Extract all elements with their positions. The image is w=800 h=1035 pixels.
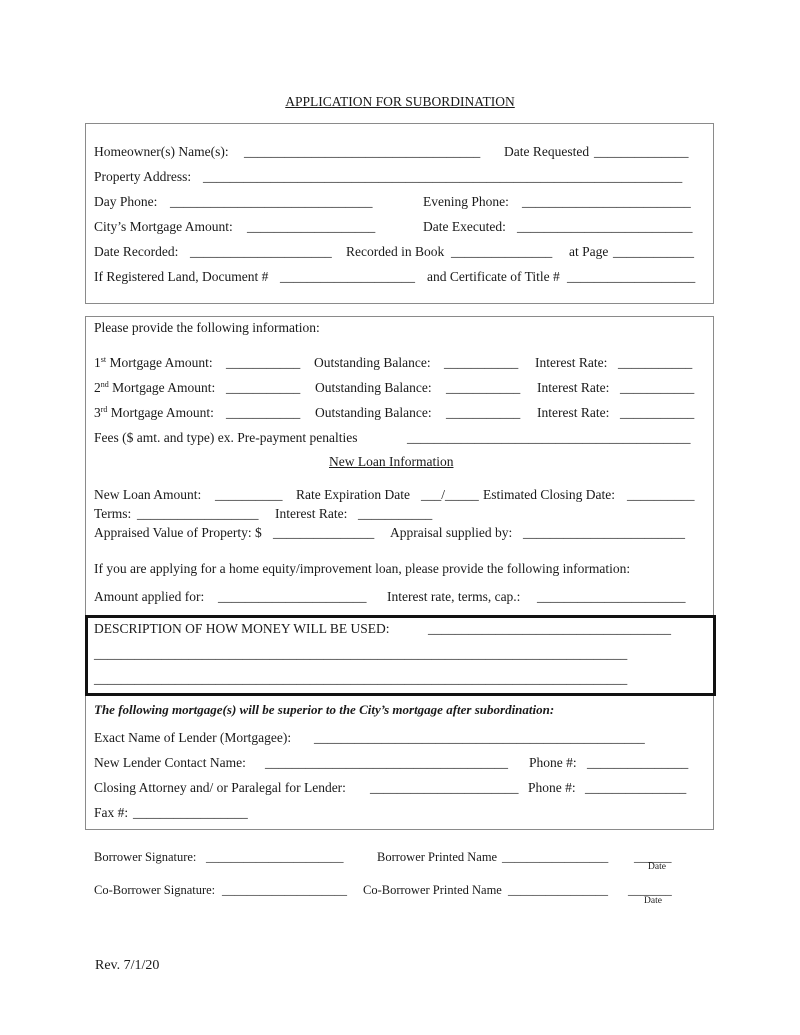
revision-note: Rev. 7/1/20 bbox=[95, 958, 160, 973]
amount-applied-field[interactable]: ______________________ bbox=[218, 589, 367, 604]
description-label: DESCRIPTION OF HOW MONEY WILL BE USED: bbox=[94, 621, 390, 636]
description-field-2[interactable]: _______________________________________________________________________________ bbox=[94, 646, 628, 661]
lender-name-label: Exact Name of Lender (Mortgagee): bbox=[94, 730, 292, 745]
mortgage-1-balance-label: Outstanding Balance: bbox=[314, 355, 431, 370]
appraised-value-field[interactable]: _______________ bbox=[273, 525, 375, 540]
mortgage-2-amount-field[interactable]: ___________ bbox=[226, 380, 301, 395]
coborrower-printed-label: Co-Borrower Printed Name bbox=[363, 883, 502, 897]
terms-label: Terms: bbox=[94, 506, 132, 521]
new-loan-heading: New Loan Information bbox=[329, 454, 454, 469]
fax-field[interactable]: _________________ bbox=[133, 805, 248, 820]
new-loan-amount-label: New Loan Amount: bbox=[94, 487, 202, 502]
attorney-label: Closing Attorney and/ or Paralegal for Lender: bbox=[94, 780, 346, 795]
certificate-label: and Certificate of Title # bbox=[427, 269, 560, 284]
date-executed-field[interactable]: __________________________ bbox=[517, 219, 693, 234]
borrower-date-label: Date bbox=[648, 862, 666, 872]
coborrower-signature-label: Co-Borrower Signature: bbox=[94, 883, 216, 897]
interest-rate-field[interactable]: ___________ bbox=[358, 506, 433, 521]
date-recorded-label: Date Recorded: bbox=[94, 244, 179, 259]
mortgage-1-rate-label: Interest Rate: bbox=[535, 355, 608, 370]
date-recorded-field[interactable]: _____________________ bbox=[190, 244, 332, 259]
coborrower-date-field[interactable]: _______ bbox=[628, 883, 672, 897]
interest-terms-label: Interest rate, terms, cap.: bbox=[387, 589, 521, 604]
date-requested-label: Date Requested bbox=[504, 144, 590, 159]
mortgage-1-label: 1st Mortgage Amount: bbox=[94, 355, 213, 370]
equity-intro: If you are applying for a home equity/improvement loan, please provide the following information: bbox=[94, 561, 631, 576]
borrower-signature-label: Borrower Signature: bbox=[94, 850, 197, 864]
closing-date-field[interactable]: __________ bbox=[627, 487, 695, 502]
rate-expiration-field[interactable]: ___/_____ bbox=[421, 487, 479, 502]
mortgage-1-balance-field[interactable]: ___________ bbox=[444, 355, 519, 370]
mortgage-2-balance-field[interactable]: ___________ bbox=[446, 380, 521, 395]
at-page-label: at Page bbox=[569, 244, 609, 259]
day-phone-field[interactable]: ______________________________ bbox=[170, 194, 373, 209]
mortgage-2-label: 2nd Mortgage Amount: bbox=[94, 380, 216, 395]
coborrower-date-label: Date bbox=[644, 896, 662, 906]
appraised-value-label: Appraised Value of Property: $ bbox=[94, 525, 262, 540]
borrower-date-field[interactable]: ______ bbox=[634, 850, 672, 864]
borrower-printed-field[interactable]: _________________ bbox=[502, 850, 609, 864]
lender-phone-field[interactable]: _______________ bbox=[587, 755, 689, 770]
homeowner-field[interactable]: ___________________________________ bbox=[244, 144, 481, 159]
closing-date-label: Estimated Closing Date: bbox=[483, 487, 615, 502]
appraisal-by-field[interactable]: ________________________ bbox=[523, 525, 685, 540]
city-mortgage-label: City’s Mortgage Amount: bbox=[94, 219, 233, 234]
new-loan-amount-field[interactable]: __________ bbox=[215, 487, 283, 502]
lender-contact-field[interactable]: ____________________________________ bbox=[265, 755, 508, 770]
description-field-1[interactable]: ____________________________________ bbox=[428, 621, 671, 636]
fees-field[interactable]: __________________________________________ bbox=[407, 430, 691, 445]
date-requested-field[interactable]: ______________ bbox=[594, 144, 689, 159]
borrower-signature-field[interactable]: ______________________ bbox=[206, 850, 344, 864]
day-phone-label: Day Phone: bbox=[94, 194, 158, 209]
evening-phone-label: Evening Phone: bbox=[423, 194, 509, 209]
attorney-phone-label: Phone #: bbox=[528, 780, 576, 795]
at-page-field[interactable]: ____________ bbox=[613, 244, 694, 259]
terms-field[interactable]: __________________ bbox=[137, 506, 259, 521]
appraisal-by-label: Appraisal supplied by: bbox=[390, 525, 513, 540]
mortgage-3-label: 3rd Mortgage Amount: bbox=[94, 405, 214, 420]
property-address-field[interactable]: _______________________________________________________________________ bbox=[203, 169, 683, 184]
mortgage-2-rate-field[interactable]: ___________ bbox=[620, 380, 695, 395]
superior-mortgage-heading: The following mortgage(s) will be superior to the City’s mortgage after subordination: bbox=[94, 702, 555, 717]
coborrower-printed-field[interactable]: ________________ bbox=[508, 883, 608, 897]
evening-phone-field[interactable]: _________________________ bbox=[522, 194, 691, 209]
mortgage-3-balance-label: Outstanding Balance: bbox=[315, 405, 432, 420]
mortgage-3-rate-label: Interest Rate: bbox=[537, 405, 610, 420]
interest-rate-label: Interest Rate: bbox=[275, 506, 348, 521]
coborrower-signature-field[interactable]: ____________________ bbox=[222, 883, 347, 897]
registered-land-field[interactable]: ____________________ bbox=[280, 269, 415, 284]
section-intro: Please provide the following information: bbox=[94, 320, 320, 335]
fax-label: Fax #: bbox=[94, 805, 129, 820]
mortgage-3-rate-field[interactable]: ___________ bbox=[620, 405, 695, 420]
property-address-label: Property Address: bbox=[94, 169, 192, 184]
city-mortgage-field[interactable]: ___________________ bbox=[247, 219, 376, 234]
recorded-book-label: Recorded in Book bbox=[346, 244, 445, 259]
attorney-phone-field[interactable]: _______________ bbox=[585, 780, 687, 795]
lender-contact-label: New Lender Contact Name: bbox=[94, 755, 246, 770]
page-title: APPLICATION FOR SUBORDINATION bbox=[285, 94, 515, 109]
rate-expiration-label: Rate Expiration Date bbox=[296, 487, 410, 502]
date-executed-label: Date Executed: bbox=[423, 219, 506, 234]
mortgage-3-amount-field[interactable]: ___________ bbox=[226, 405, 301, 420]
lender-name-field[interactable]: _________________________________________________ bbox=[314, 730, 645, 745]
description-field-3[interactable]: _______________________________________________________________________________ bbox=[94, 671, 628, 686]
homeowner-label: Homeowner(s) Name(s): bbox=[94, 144, 229, 159]
attorney-field[interactable]: ______________________ bbox=[370, 780, 519, 795]
recorded-book-field[interactable]: _______________ bbox=[451, 244, 553, 259]
fees-label: Fees ($ amt. and type) ex. Pre-payment penalties bbox=[94, 430, 358, 445]
amount-applied-label: Amount applied for: bbox=[94, 589, 205, 604]
interest-terms-field[interactable]: ______________________ bbox=[537, 589, 686, 604]
lender-phone-label: Phone #: bbox=[529, 755, 577, 770]
registered-land-label: If Registered Land, Document # bbox=[94, 269, 269, 284]
mortgage-2-rate-label: Interest Rate: bbox=[537, 380, 610, 395]
mortgage-2-balance-label: Outstanding Balance: bbox=[315, 380, 432, 395]
mortgage-3-balance-field[interactable]: ___________ bbox=[446, 405, 521, 420]
mortgage-1-rate-field[interactable]: ___________ bbox=[618, 355, 693, 370]
mortgage-1-amount-field[interactable]: ___________ bbox=[226, 355, 301, 370]
borrower-printed-label: Borrower Printed Name bbox=[377, 850, 498, 864]
certificate-field[interactable]: ___________________ bbox=[567, 269, 696, 284]
